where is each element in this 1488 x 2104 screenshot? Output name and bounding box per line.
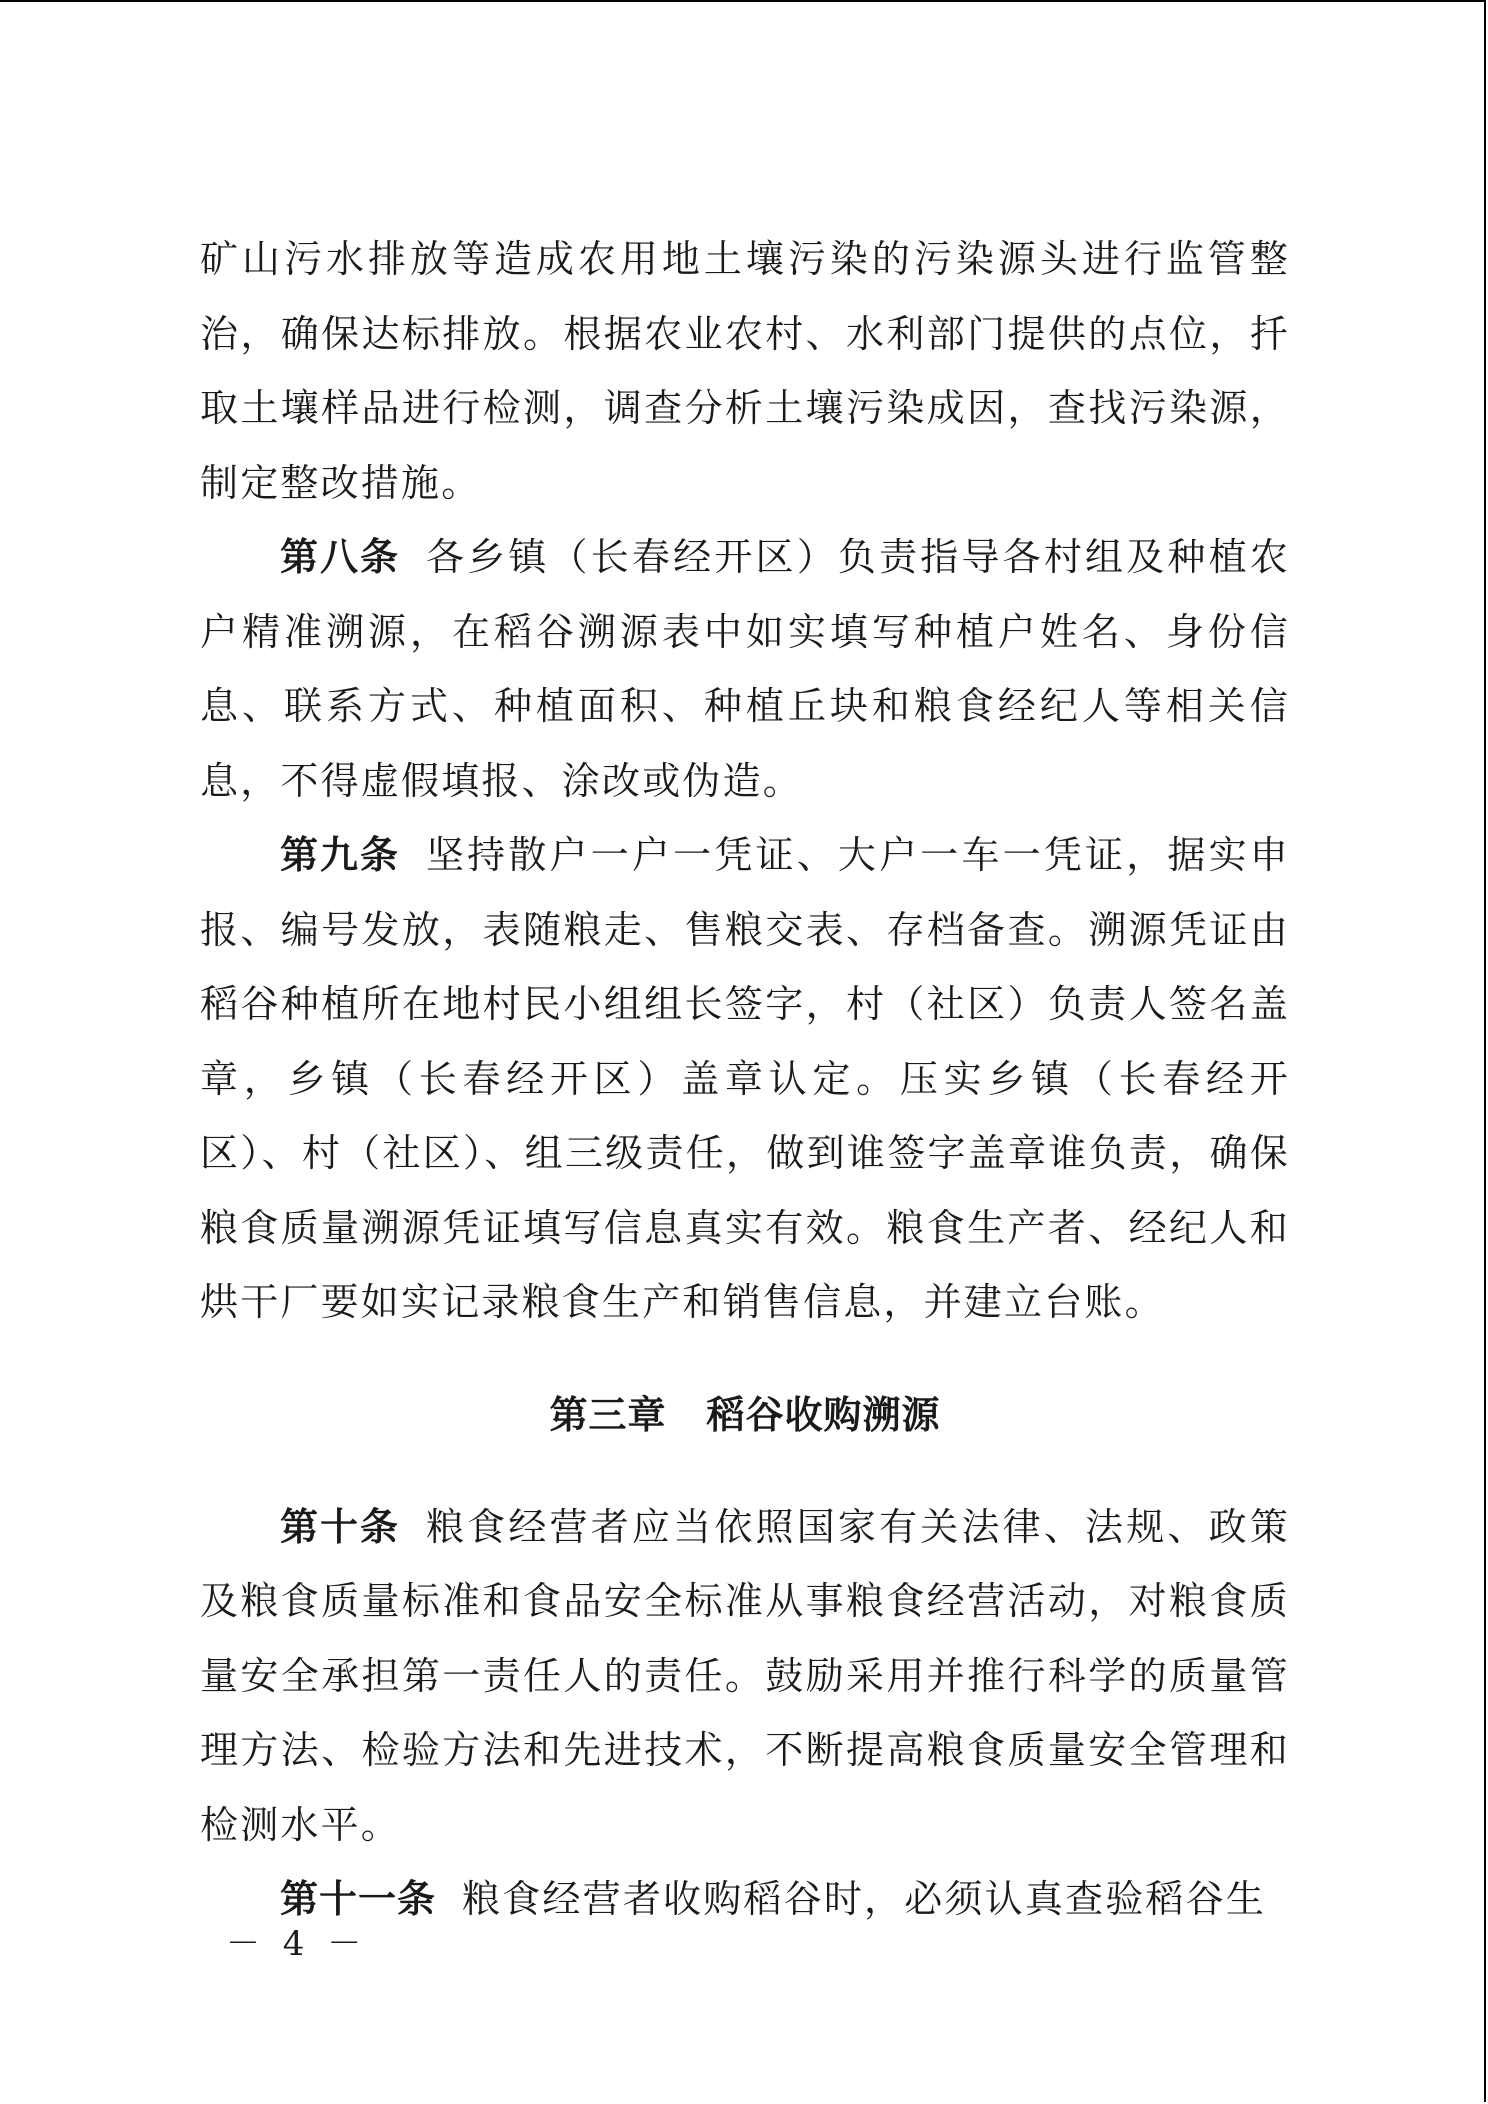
chapter-title: 稻谷收购溯源 [706,1392,941,1437]
article-text: 坚持散户一户一凭证、大户一车一凭证，据实申报、编号发放，表随粮走、售粮交表、存档备查。溯源凭证由稻谷种植所在地村民小组组长签字，村（社区）负责人签名盖章，乡镇（长春经开区）盖章认定。压实乡镇（长春经开区）、村（社区）、组三级责任，做到谁签字盖章谁负责，确保粮食质量溯源凭证填写信息真实有效。粮食生产者、经纪人和烘干厂要如实记录粮食生产和销售信息，并建立台账。 [200,833,1290,1324]
article-10 [200,1490,1290,1863]
article-label: 第八条 [280,535,400,579]
page-number: － 4 － [226,1924,368,1964]
article-text: 各乡镇（长春经开区）负责指导各村组及种植农户精准溯源，在稻谷溯源表中如实填写种植户姓名、身份信息、联系方式、种植面积、种植丘块和粮食经纪人等相关信息，不得虚假填报、涂改或伪造。 [200,535,1290,803]
article-label: 第十条 [280,1504,400,1549]
document-body [200,222,1290,1937]
paragraph-continuation [200,222,1290,520]
paragraph-text: 矿山污水排放等造成农用地土壤污染的污染源头进行监管整治，确保达标排放。根据农业农村、水利部门提供的点位，扦取土壤样品进行检测，调查分析土壤污染成因，查找污染源，制定整改措施。 [200,237,1290,505]
article-text: 粮食经营者收购稻谷时，必须认真查验稻谷生 [462,1877,1267,1921]
article-label: 第九条 [280,833,400,877]
article-text: 粮食经营者应当依照国家有关法律、法规、政策及粮食质量标准和食品安全标准从事粮食经营活动，对粮食质量安全承担第一责任人的责任。鼓励采用并推行科学的质量管理方法、检验方法和先进技术，不断提高粮食质量安全管理和检测水平。 [200,1504,1290,1847]
article-9 [200,818,1290,1340]
article-8 [200,520,1290,818]
chapter-heading [200,1340,1290,1490]
article-label: 第十一条 [280,1877,437,1921]
chapter-number: 第三章 [549,1392,667,1437]
